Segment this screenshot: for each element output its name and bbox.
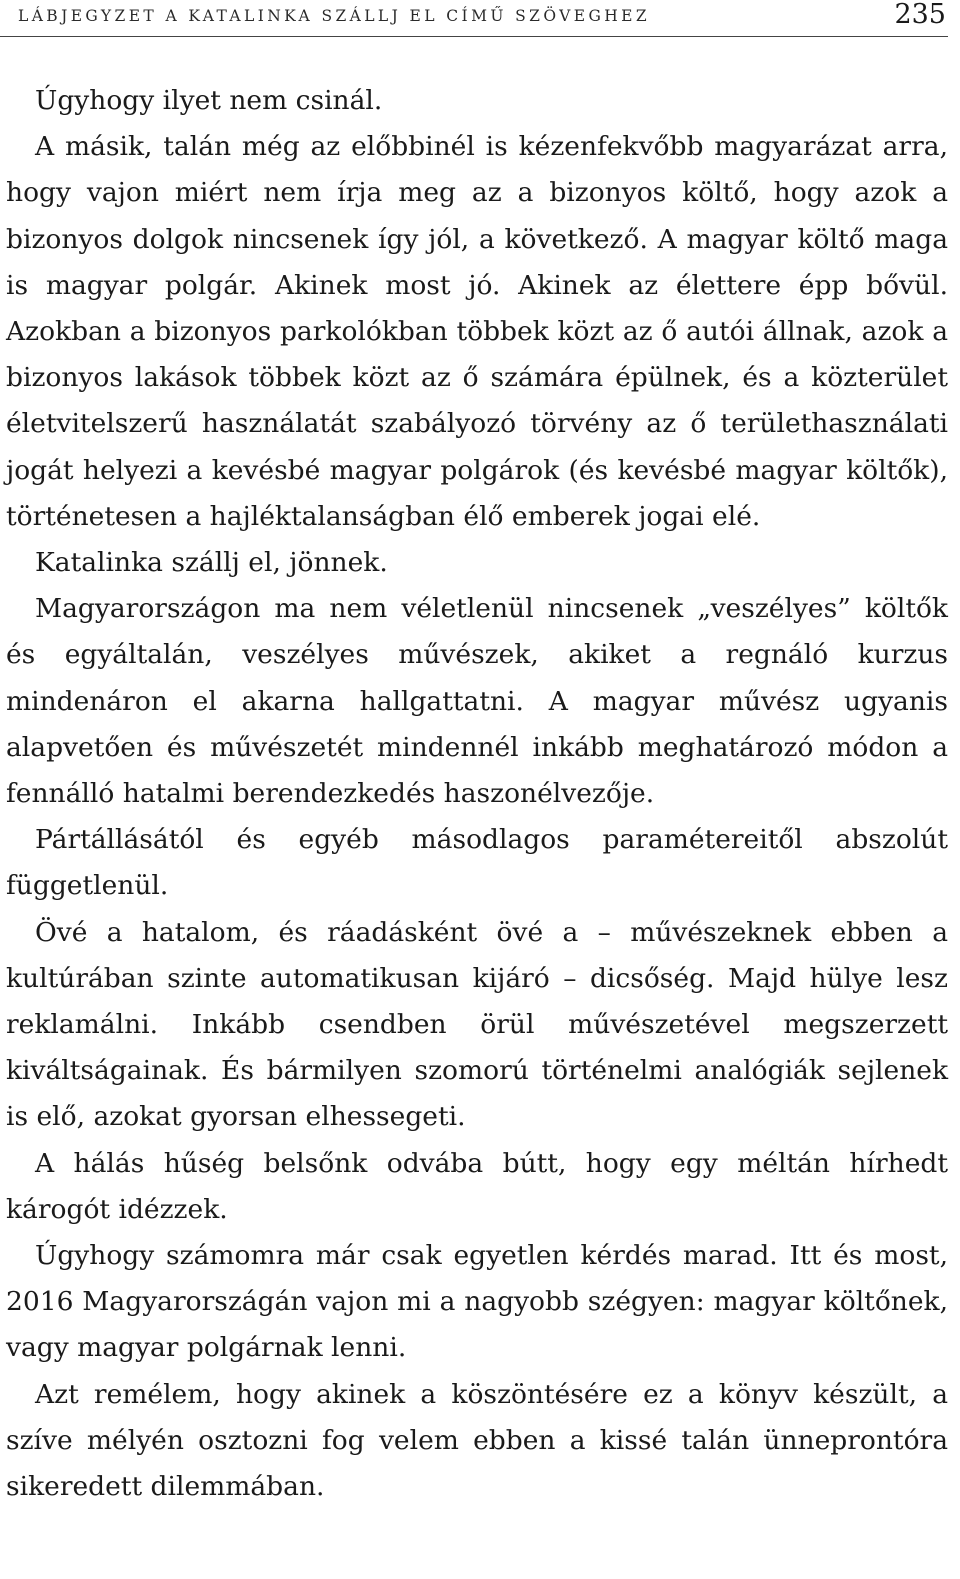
running-title: LÁBJEGYZET A KATALINKA SZÁLLJ EL CÍMŰ SZÖVEGHEZ (18, 7, 651, 25)
paragraph-7: A hálás hűség belsőnk odvába bútt, hogy egy méltán hírhedt károgót idézzek. (6, 1147, 948, 1225)
running-head (0, 0, 948, 37)
paragraph-2: A másik, talán még az előbbinél is kézenfekvőbb magyarázat arra, hogy vajon miért nem írja meg az a bizonyos költő, hogy azok a bizonyos dolgok nincsenek így jól, a következő. A magyar költő maga is magyar polgár. Akinek most jó. Akinek az élettere épp bővül. Azokban a bizonyos parkolókban többek közt az ő autói állnak, azok a bizonyos lakások többek közt az ő számára épülnek, és a közterület életvitelszerű használatát szabályozó törvény az ő területhasználati jogát helyezi a kevésbé magyar polgárok (és kevésbé magyar költők), történetesen a hajléktalanságban élő emberek jogai elé. (6, 131, 948, 532)
paragraph-5: Pártállásától és egyéb másodlagos paramétereitől abszolút függetlenül. (6, 824, 948, 902)
paragraph-4: Magyarországon ma nem véletlenül nincsenek „veszélyes” költők és egyáltalán, veszélyes művészek, akiket a regnáló kurzus mindenáron el akarna hallgattatni. A magyar művész ugyanis alapvetően és művészetét mindennél inkább meghatározó módon a fennálló hatalmi berendezkedés haszonélvezője. (6, 593, 948, 810)
page-number: 235 (894, 0, 946, 30)
paragraph-3: Katalinka szállj el, jönnek. (35, 547, 388, 579)
paragraph-6: Övé a hatalom, és ráadásként övé a – művészeknek ebben a kultúrában szinte automatikusan kijáró – dicsőség. Majd hülye lesz reklamálni. Inkább csendben örül művészetével megszerzett kiváltságainak. És bármilyen szomorú történelmi analógiák sejlenek is elő, azokat gyorsan elhessegeti. (6, 916, 948, 1133)
body-text (6, 78, 948, 1510)
paragraph-1: Úgyhogy ilyet nem csinál. (35, 85, 383, 116)
paragraph-8: Úgyhogy számomra már csak egyetlen kérdés marad. Itt és most, 2016 Magyarországán vajon mi a nagyobb szégyen: magyar költőnek, vagy magyar polgárnak lenni. (6, 1240, 948, 1364)
paragraph-9: Azt remélem, hogy akinek a köszöntésére ez a könyv készült, a szíve mélyén osztozni fog velem ebben a kissé talán ünneprontóra sikeredett dilemmában. (6, 1378, 948, 1503)
